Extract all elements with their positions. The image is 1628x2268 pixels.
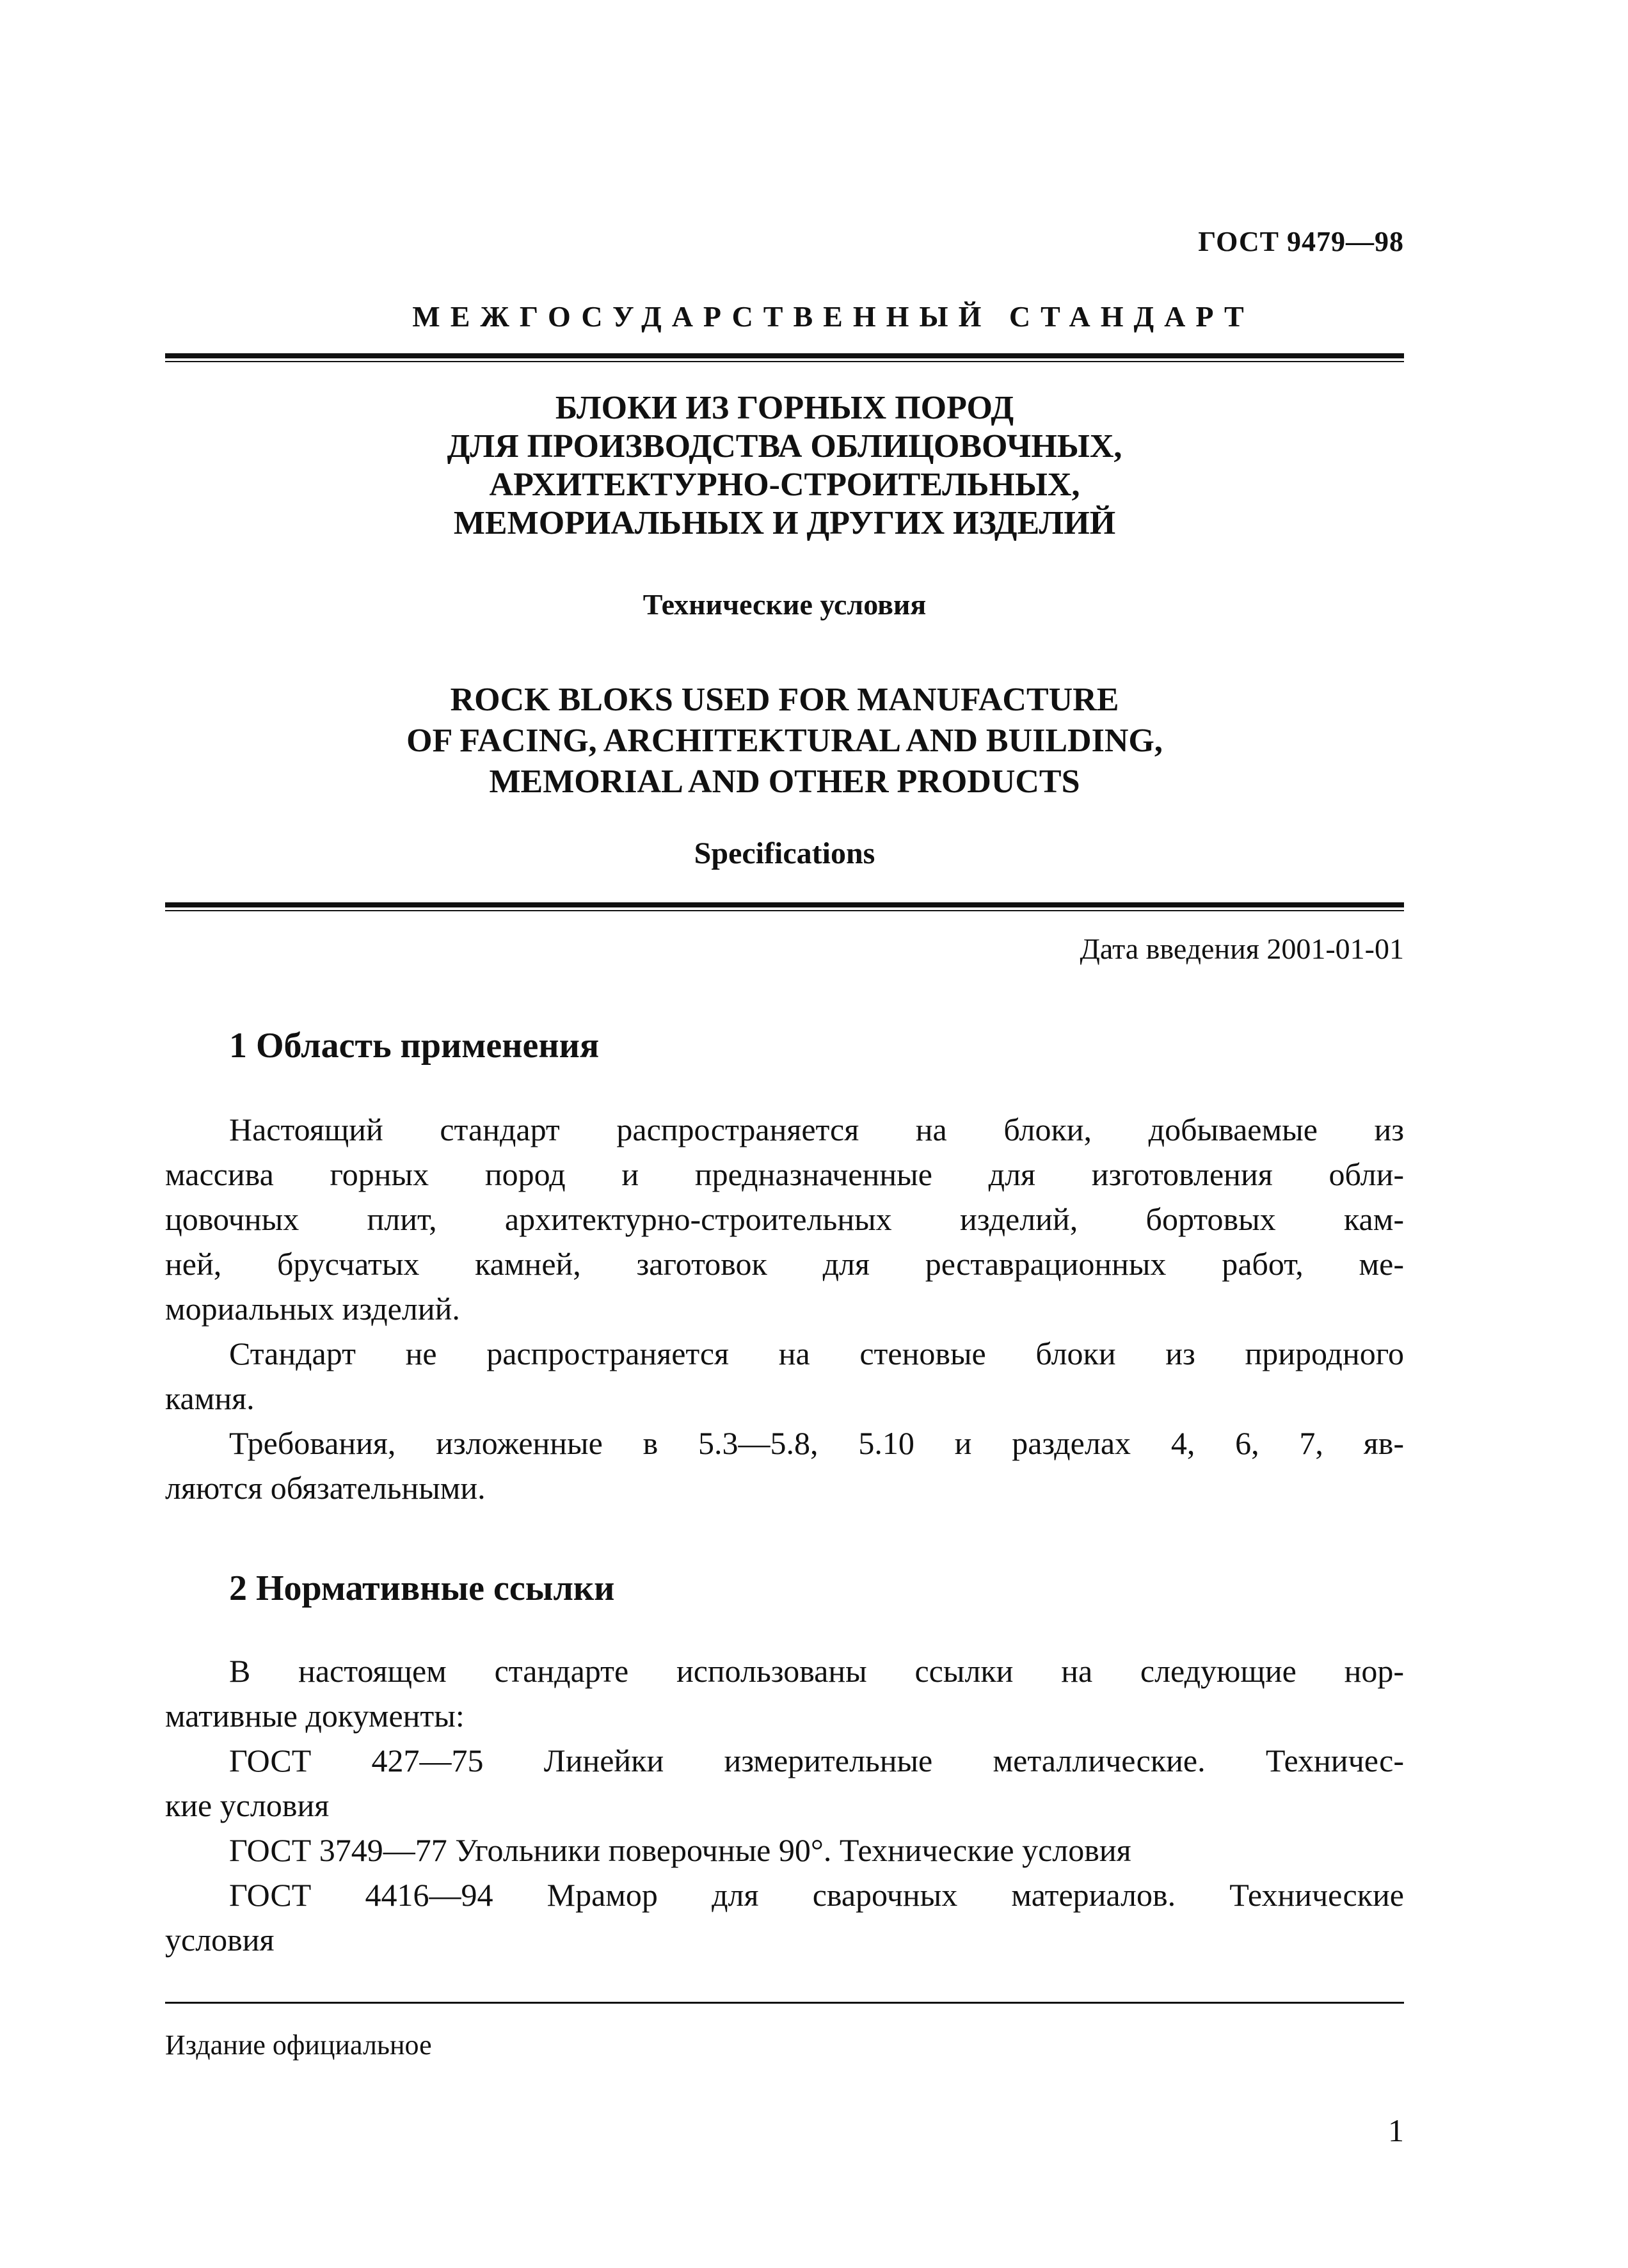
- title-divider: [165, 902, 1404, 907]
- text-line: камня.: [165, 1380, 255, 1416]
- introduction-date: Дата введения 2001-01-01: [1080, 932, 1404, 965]
- text-span: ГОСТ 3749—77 Угольники поверочные 90°. Технические условия: [229, 1832, 1131, 1868]
- text-line: массива горных пород и предназначенные для изготовления обли-: [165, 1156, 1404, 1192]
- page-number: 1: [1388, 2112, 1404, 2148]
- section-1-paragraph-3: [165, 1421, 1404, 1510]
- title-russian: [165, 389, 1404, 543]
- title-ru-line-2: ДЛЯ ПРОИЗВОДСТВА ОБЛИЦОВОЧНЫХ,: [447, 428, 1122, 465]
- text-span: ГОСТ 4416—94 Мрамор для сварочных материалов. Технические: [229, 1877, 1404, 1913]
- title-ru-line-1: БЛОКИ ИЗ ГОРНЫХ ПОРОД: [555, 390, 1014, 426]
- text-line: [165, 1649, 1404, 1693]
- text-line: [165, 1828, 1404, 1873]
- text-line: [165, 1421, 1404, 1465]
- text-span: В настоящем стандарте использованы ссылки на следующие нор-: [229, 1653, 1404, 1689]
- normative-reference-3: [165, 1873, 1404, 1962]
- subtitle-english: Specifications: [694, 836, 875, 870]
- title-en-line-2: OF FACING, ARCHITEKTURAL AND BUILDING,: [406, 723, 1163, 759]
- section-1-paragraph-1: [165, 1107, 1404, 1331]
- text-line: [165, 1873, 1404, 1917]
- section-2-heading: 2 Нормативные ссылки: [229, 1569, 615, 1608]
- text-line: мориальных изделий.: [165, 1291, 460, 1327]
- header-divider: [165, 353, 1404, 358]
- normative-reference-2: [165, 1828, 1404, 1873]
- official-edition-note: Издание официальное: [165, 2029, 432, 2061]
- footer-divider: [165, 2002, 1404, 2004]
- text-line: цовочных плит, архитектурно-строительных изделий, бортовых кам-: [165, 1201, 1404, 1237]
- normative-reference-1: [165, 1738, 1404, 1828]
- section-1-paragraph-2: [165, 1331, 1404, 1421]
- text-line: [165, 1331, 1404, 1376]
- section-2-paragraph-1: [165, 1649, 1404, 1738]
- text-span: ГОСТ 427—75 Линейки измерительные металлические. Техничес-: [229, 1743, 1404, 1778]
- text-line: кие условия: [165, 1787, 330, 1823]
- standard-kind-heading: МЕЖГОСУДАРСТВЕННЫЙ СТАНДАРТ: [412, 300, 1254, 333]
- text-span: Стандарт не распространяется на стеновые блоки из природного: [229, 1336, 1404, 1371]
- title-english: [165, 680, 1404, 803]
- title-en-line-1: ROCK BLOKS USED FOR MANUFACTURE: [450, 682, 1119, 718]
- title-ru-line-3: АРХИТЕКТУРНО-СТРОИТЕЛЬНЫХ,: [489, 467, 1080, 503]
- text-line: ней, брусчатых камней, заготовок для реставрационных работ, ме-: [165, 1246, 1404, 1282]
- text-line: [165, 1738, 1404, 1783]
- title-en-line-3: MEMORIAL AND OTHER PRODUCTS: [489, 763, 1080, 800]
- text-line: [165, 1107, 1404, 1152]
- title-ru-line-4: МЕМОРИАЛЬНЫХ И ДРУГИХ ИЗДЕЛИЙ: [453, 505, 1116, 541]
- section-1-heading: 1 Область применения: [229, 1026, 600, 1066]
- text-line: условия: [165, 1922, 275, 1958]
- text-line: ляются обязательными.: [165, 1470, 486, 1506]
- document-code: ГОСТ 9479—98: [1198, 226, 1404, 257]
- text-span: Требования, изложенные в 5.3—5.8, 5.10 и разделах 4, 6, 7, яв-: [229, 1425, 1404, 1461]
- text-span: Настоящий стандарт распространяется на блоки, добываемые из: [229, 1112, 1404, 1147]
- subtitle-russian: Технические условия: [642, 588, 927, 621]
- text-line: мативные документы:: [165, 1698, 465, 1734]
